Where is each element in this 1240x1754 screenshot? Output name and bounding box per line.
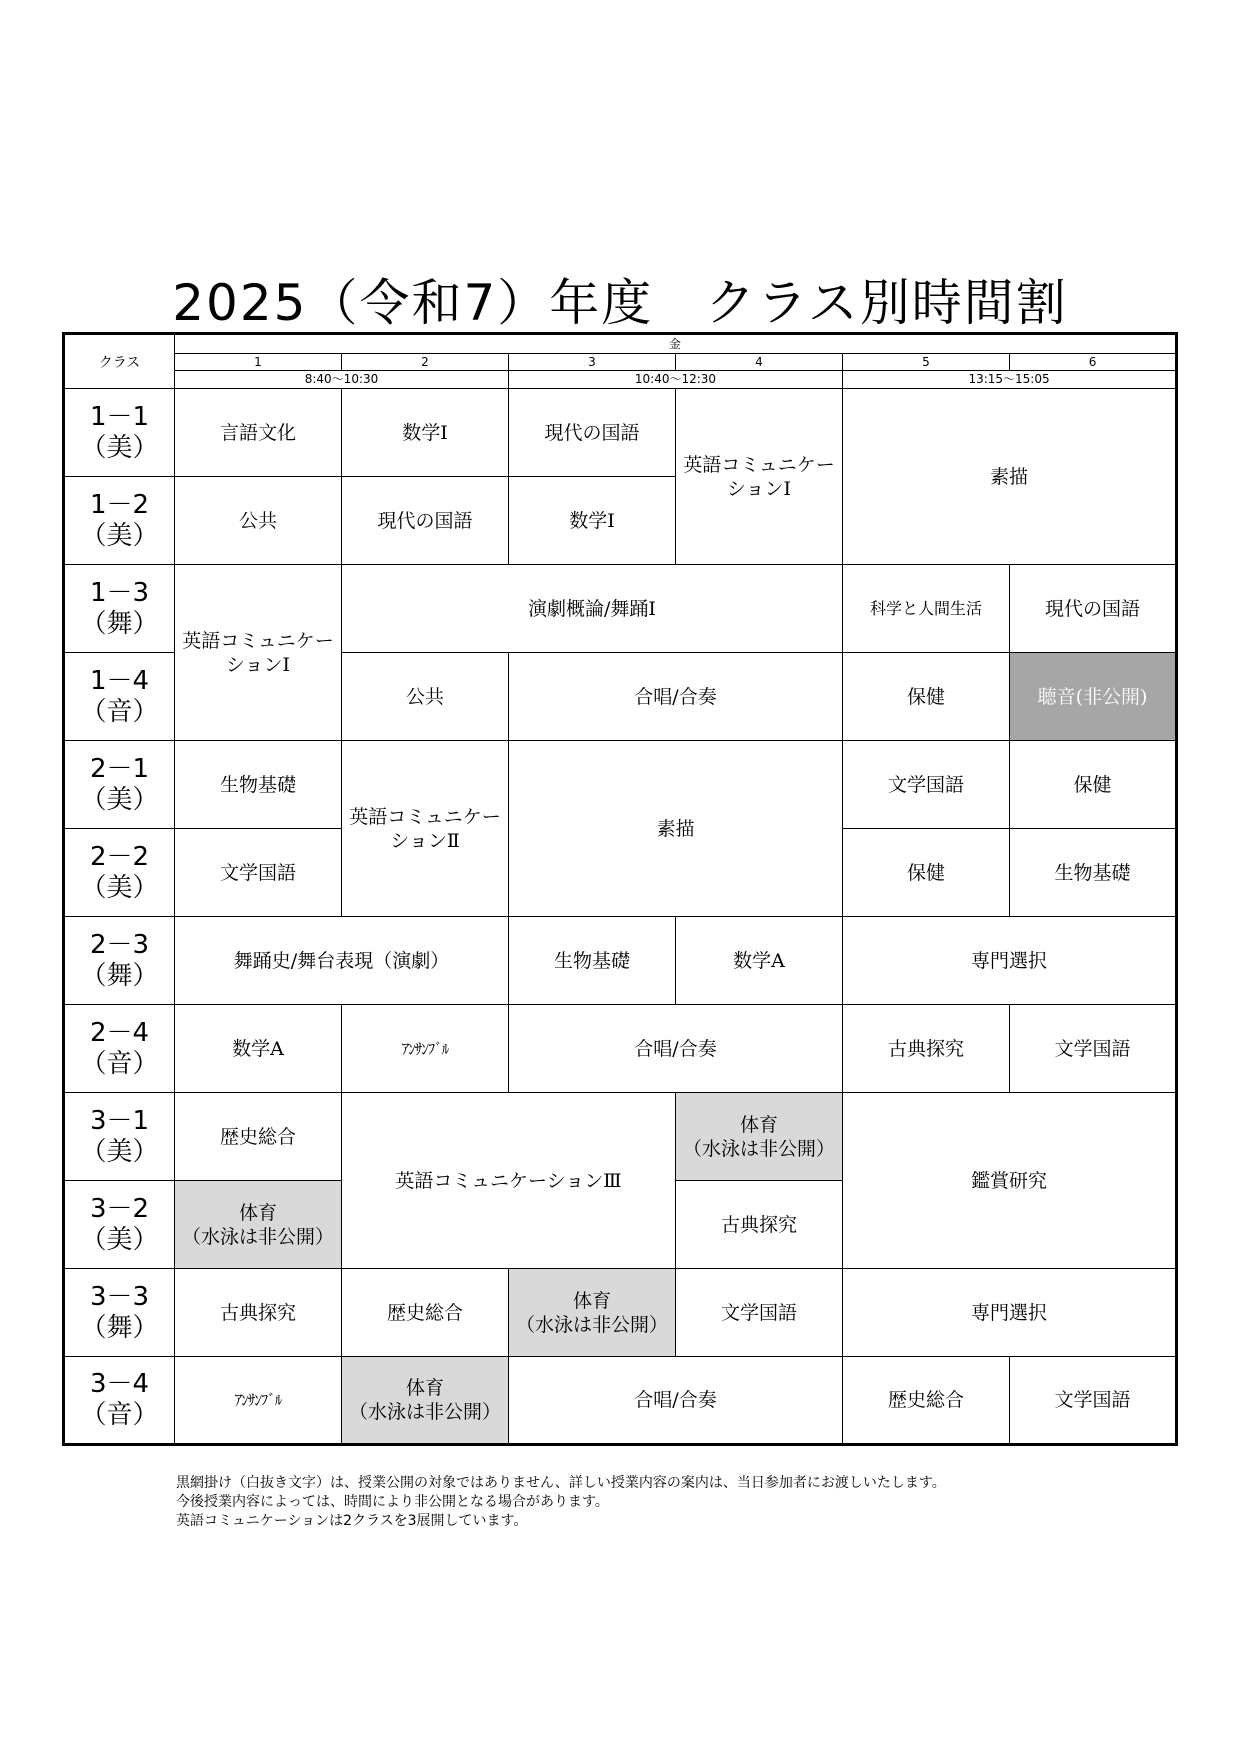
cell-2-1-p5: 文学国語 — [843, 741, 1010, 829]
cell-1-3-p5: 科学と人間生活 — [843, 565, 1010, 653]
cell-3-1-p4: 体育 （水泳は非公開） — [676, 1093, 843, 1181]
cell-1-1-p3: 現代の国語 — [509, 389, 676, 477]
cell-3-4-p1: ｱﾝｻﾝﾌﾞﾙ — [175, 1357, 342, 1445]
cell-1-2-p2: 現代の国語 — [342, 477, 509, 565]
header-time-3: 13:15〜15:05 — [843, 371, 1177, 389]
cell-1-2-p1: 公共 — [175, 477, 342, 565]
cell-2-2-p1: 文学国語 — [175, 829, 342, 917]
cell-1-1-p1: 言語文化 — [175, 389, 342, 477]
class-2-1: 2－1 （美） — [64, 741, 175, 829]
header-period-5: 5 — [843, 354, 1010, 371]
cell-3-3-p1: 古典探究 — [175, 1269, 342, 1357]
cell-2-3-p56: 専門選択 — [843, 917, 1177, 1005]
cell-3-4-p6: 文学国語 — [1010, 1357, 1177, 1445]
class-2-4: 2－4 （音） — [64, 1005, 175, 1093]
header-period-2: 2 — [342, 354, 509, 371]
cell-2-3-p3: 生物基礎 — [509, 917, 676, 1005]
header-period-6: 6 — [1010, 354, 1177, 371]
cell-3-4-p2: 体育 （水泳は非公開） — [342, 1357, 509, 1445]
cell-3-3-p3: 体育 （水泳は非公開） — [509, 1269, 676, 1357]
class-3-4: 3－4 （音） — [64, 1357, 175, 1445]
class-1-4: 1－4 （音） — [64, 653, 175, 741]
cell-2-2-p5: 保健 — [843, 829, 1010, 917]
cell-2-2-p6: 生物基礎 — [1010, 829, 1177, 917]
page-title: 2025（令和7）年度 クラス別時間割 — [172, 274, 1068, 332]
class-3-2: 3－2 （美） — [64, 1181, 175, 1269]
cell-2-1-p1: 生物基礎 — [175, 741, 342, 829]
cell-2-3-p12: 舞踊史/舞台表現（演劇） — [175, 917, 509, 1005]
cell-2-1-p6: 保健 — [1010, 741, 1177, 829]
cell-1-4-p34: 合唱/合奏 — [509, 653, 843, 741]
cell-3-1-3-2-p23: 英語コミュニケーションⅢ — [342, 1093, 676, 1269]
cell-2-4-p6: 文学国語 — [1010, 1005, 1177, 1093]
class-1-3: 1－3 （舞） — [64, 565, 175, 653]
class-1-2: 1－2 （美） — [64, 477, 175, 565]
cell-3-3-p2: 歴史総合 — [342, 1269, 509, 1357]
footnote-3: 英語コミュニケーションは2クラスを3展開しています。 — [176, 1513, 528, 1529]
cell-3-3-p56: 専門選択 — [843, 1269, 1177, 1357]
class-2-3: 2－3 （舞） — [64, 917, 175, 1005]
timetable — [62, 332, 1178, 1446]
header-period-1: 1 — [175, 354, 342, 371]
cell-1-4-p2: 公共 — [342, 653, 509, 741]
cell-1-4-p6: 聴音(非公開) — [1010, 653, 1177, 741]
cell-3-1-3-2-p56: 鑑賞研究 — [843, 1093, 1177, 1269]
header-period-3: 3 — [509, 354, 676, 371]
cell-2-1-2-2-p34: 素描 — [509, 741, 843, 917]
cell-1-1-1-2-p4: 英語コミュニケーションⅠ — [676, 389, 843, 565]
class-2-2: 2－2 （美） — [64, 829, 175, 917]
header-day: 金 — [175, 334, 1177, 354]
cell-1-3-1-4-p1: 英語コミュニケーションⅠ — [175, 565, 342, 741]
cell-1-4-p5: 保健 — [843, 653, 1010, 741]
cell-1-2-p3: 数学Ⅰ — [509, 477, 676, 565]
cell-3-4-p5: 歴史総合 — [843, 1357, 1010, 1445]
cell-3-1-p1: 歴史総合 — [175, 1093, 342, 1181]
header-class: クラス — [64, 334, 175, 389]
cell-1-3-p6: 現代の国語 — [1010, 565, 1177, 653]
footnote-2: 今後授業内容によっては、時間により非公開となる場合があります。 — [176, 1494, 609, 1510]
header-time-1: 8:40〜10:30 — [175, 371, 509, 389]
cell-2-4-p5: 古典探究 — [843, 1005, 1010, 1093]
class-3-3: 3－3 （舞） — [64, 1269, 175, 1357]
cell-3-2-p4: 古典探究 — [676, 1181, 843, 1269]
cell-2-1-2-2-p2: 英語コミュニケーションⅡ — [342, 741, 509, 917]
footnotes — [176, 1474, 946, 1531]
cell-2-3-p4: 数学A — [676, 917, 843, 1005]
cell-2-4-p34: 合唱/合奏 — [509, 1005, 843, 1093]
cell-1-1-1-2-p56: 素描 — [843, 389, 1177, 565]
footnote-1: 黒網掛け（白抜き文字）は、授業公開の対象ではありません、詳しい授業内容の案内は、当日参加者にお渡しいたします。 — [176, 1475, 946, 1491]
cell-3-4-p34: 合唱/合奏 — [509, 1357, 843, 1445]
cell-3-2-p1: 体育 （水泳は非公開） — [175, 1181, 342, 1269]
cell-2-4-p2: ｱﾝｻﾝﾌﾞﾙ — [342, 1005, 509, 1093]
cell-3-3-p4: 文学国語 — [676, 1269, 843, 1357]
header-time-2: 10:40〜12:30 — [509, 371, 843, 389]
class-3-1: 3－1 （美） — [64, 1093, 175, 1181]
class-1-1: 1－1 （美） — [64, 389, 175, 477]
cell-1-1-p2: 数学Ⅰ — [342, 389, 509, 477]
cell-1-3-p24: 演劇概論/舞踊Ⅰ — [342, 565, 843, 653]
header-period-4: 4 — [676, 354, 843, 371]
cell-2-4-p1: 数学A — [175, 1005, 342, 1093]
